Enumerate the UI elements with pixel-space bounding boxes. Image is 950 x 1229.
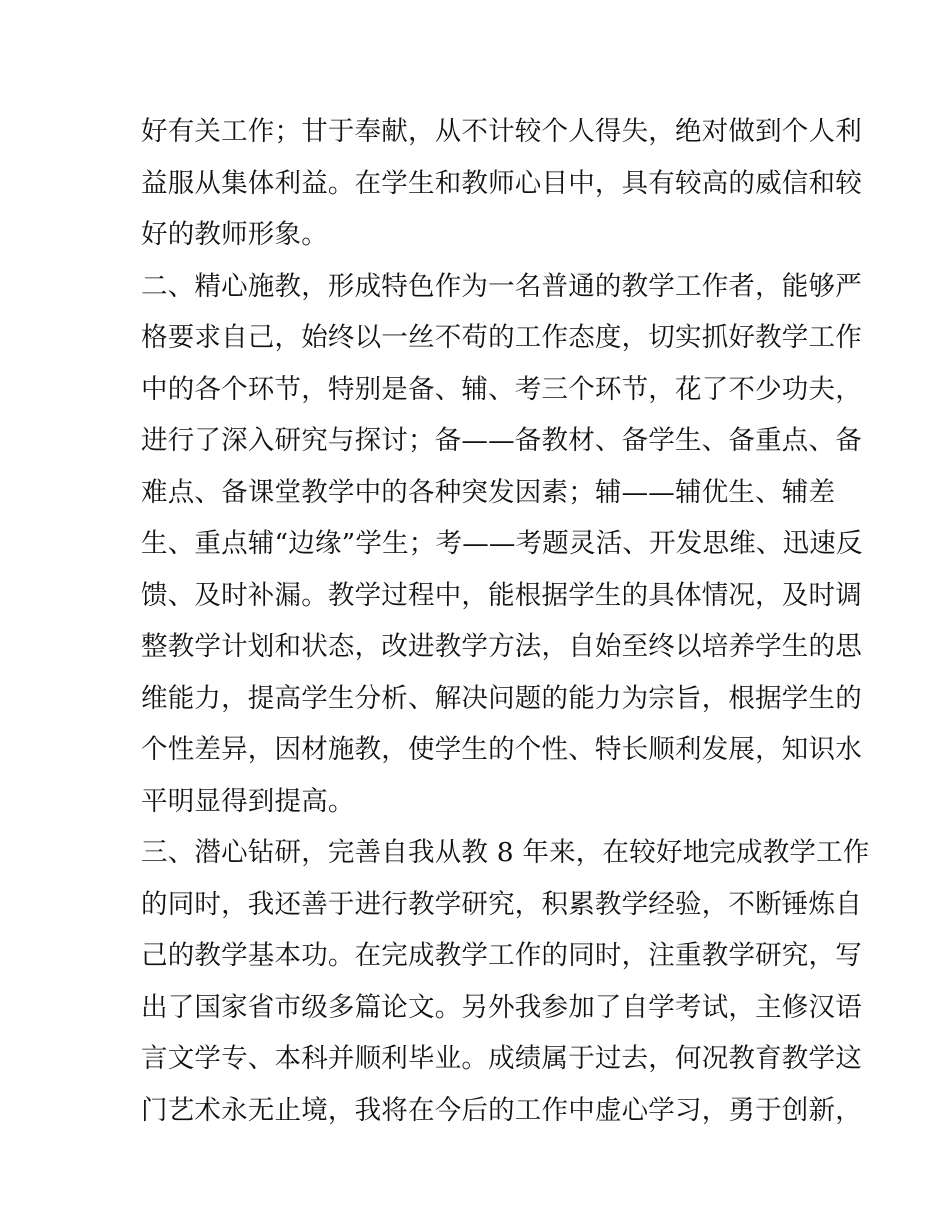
text-line: 格要求自己，始终以一丝不苟的工作态度，切实抓好教学工作 xyxy=(141,322,862,353)
text-line: 出了国家省市级多篇论文。另外我参加了自学考试，主修汉语 xyxy=(141,991,862,1023)
section-heading-line: 三、潜心钻研，完善自我从教 8 年来，在较好地完成教学工作 xyxy=(141,837,870,868)
text-line: 馈、及时补漏。教学过程中，能根据学生的具体情况，及时调 xyxy=(141,579,862,611)
text-line: 难点、备课堂教学中的各种突发因素；辅——辅优生、辅差 xyxy=(141,476,836,508)
text-line: 个性差异，因材施教，使学生的个性、特长顺利发展，知识水 xyxy=(141,734,862,765)
body-text xyxy=(141,106,870,1136)
text-line: 生、重点辅“边缘”学生；考——考题灵活、开发思维、迅速反 xyxy=(141,528,863,559)
text-line: 好有关工作；甘于奉献，从不计较个人得失，绝对做到个人利 xyxy=(141,116,862,147)
text-line: 维能力，提高学生分析、解决问题的能力为宗旨，根据学生的 xyxy=(141,682,862,714)
text-line: 平明显得到提高。 xyxy=(141,785,355,817)
text-line: 好的教师形象。 xyxy=(141,219,328,250)
text-line: 益服从集体利益。在学生和教师心目中，具有较高的威信和较 xyxy=(141,167,862,199)
text-line: 整教学计划和状态，改进教学方法，自始至终以培养学生的思 xyxy=(141,631,862,662)
text-line: 言文学专、本科并顺利毕业。成绩属于过去，何况教育教学这 xyxy=(141,1043,862,1074)
text-line: 门艺术永无止境，我将在今后的工作中虚心学习，勇于创新， xyxy=(141,1094,862,1126)
text-line: 进行了深入研究与探讨；备——备教材、备学生、备重点、备 xyxy=(141,425,862,456)
text-line: 中的各个环节，特别是备、辅、考三个环节，花了不少功夫， xyxy=(141,373,862,405)
text-line: 己的教学基本功。在完成教学工作的同时，注重教学研究，写 xyxy=(141,940,862,971)
section-heading-line: 二、精心施教，形成特色作为一名普通的教学工作者，能够严 xyxy=(141,270,862,302)
text-line: 的同时，我还善于进行教学研究，积累教学经验，不断锤炼自 xyxy=(141,888,862,920)
